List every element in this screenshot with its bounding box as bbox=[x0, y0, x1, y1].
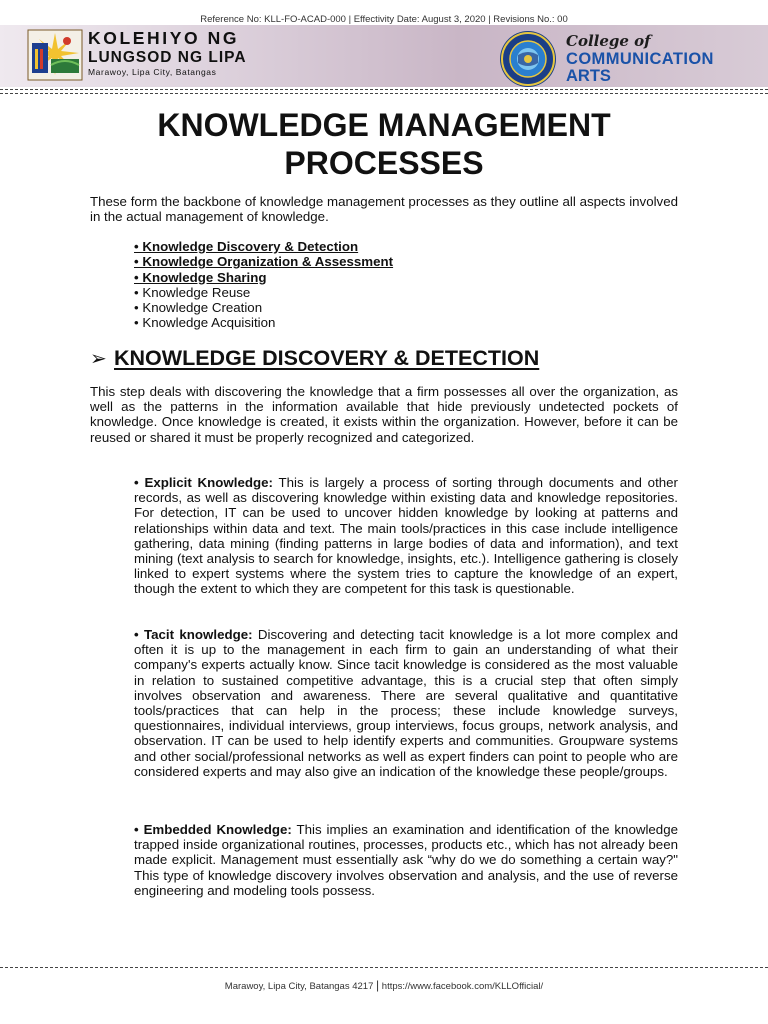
page-title-line1: KNOWLEDGE MANAGEMENT bbox=[157, 107, 611, 143]
footer bbox=[0, 978, 768, 992]
college-name-line2: COMMUNICATION bbox=[566, 50, 714, 68]
school-address: Marawoy, Lipa City, Batangas bbox=[88, 67, 217, 77]
section-intro-paragraph: This step deals with discovering the knowledge that a firm possesses all over the organization, as well as the patterns in the information available that hide previously undetected pockets of knowledge. Once knowledge is created, it exists within the organization. However, before it can be reused or shared it must be properly recognized and categorized. bbox=[90, 384, 678, 445]
intro-paragraph: These form the backbone of knowledge management processes as they outline all aspects involved in the actual management of knowledge. bbox=[90, 194, 678, 225]
school-name-line1: KOLEHIYO NG bbox=[88, 28, 240, 48]
embedded-knowledge-text: This implies an examination and identification of the knowledge trapped inside organizational routines, processes, products etc., which has not already been made explicit. Management must essentially ask “why do we do something a certain way?" This type of knowledge discovery involves observation and analysis, and the use of reverse engineering and modeling tools possess. bbox=[134, 822, 678, 898]
reference-line: Reference No: KLL-FO-ACAD-000 | Effectivity Date: August 3, 2020 | Revisions No.: 00 bbox=[200, 14, 568, 25]
tacit-knowledge-text: Discovering and detecting tacit knowledge is a lot more complex and often it is up to the management in each firm to gain an understanding of what their company's experts actually know. Since tacit knowledge is considered as the most valuable in relation to sustained competitive advantage, this is a crucial step that often simply involves observation and awareness. There are several qualitative and quantitative tools/practices that can help in the process; these include knowledge surveys, questionnaires, individual interviews, group interviews, focus groups, network analysis, and observation. IT can be used to help identify experts and communities. Groupware systems and other social/professional networks as well as expert finders can point to people who are considered experts and may also give an indication of the knowledge these people/groups. bbox=[134, 627, 679, 779]
footer-separator: | bbox=[376, 978, 380, 992]
school-logo-icon bbox=[27, 29, 83, 81]
header-divider bbox=[0, 89, 768, 90]
header-divider-second bbox=[0, 93, 768, 94]
process-link-discovery[interactable]: • Knowledge Discovery & Detection bbox=[134, 239, 359, 254]
college-name bbox=[566, 34, 756, 84]
tacit-knowledge-paragraph bbox=[134, 627, 678, 779]
explicit-knowledge-text: This is largely a process of sorting through documents and other records, as well as discovering knowledge within existing data and knowledge repositories. For detection, IT can be used to uncover hidden knowledge by looking at patterns and relationships within data and text. The main tools/practices in this case include intelligence gathering, data mining (finding patterns in large bodies of data and information), and text mining (text analysis to search for knowledge, insights, etc.). Intelligence gathering is closely linked to expert systems where the system tries to capture the knowledge of an expert, though the extent to which they are competent for this task is questionable. bbox=[134, 475, 678, 597]
footer-divider bbox=[0, 967, 768, 968]
arrow-bullet-icon: ➢ bbox=[90, 348, 107, 370]
section-heading bbox=[90, 345, 690, 372]
college-name-line3: ARTS bbox=[566, 66, 611, 85]
embedded-knowledge-paragraph bbox=[134, 822, 678, 898]
school-name-line2: LUNGSOD NG LIPA bbox=[88, 48, 247, 66]
school-name bbox=[88, 30, 258, 77]
footer-url-link[interactable]: https://www.facebook.com/KLLOfficial/ bbox=[381, 981, 544, 992]
process-item-creation: • Knowledge Creation bbox=[134, 300, 263, 316]
footer-address: Marawoy, Lipa City, Batangas 4217 bbox=[224, 981, 374, 992]
process-item-reuse: • Knowledge Reuse bbox=[134, 284, 251, 300]
college-seal-icon bbox=[496, 29, 560, 89]
tacit-knowledge-lead: • Tacit knowledge: bbox=[134, 627, 253, 642]
process-link-organization[interactable]: • Knowledge Organization & Assessment bbox=[134, 254, 394, 270]
process-link-sharing[interactable]: • Knowledge Sharing bbox=[134, 269, 267, 285]
explicit-knowledge-lead: • Explicit Knowledge: bbox=[134, 475, 273, 490]
process-list bbox=[134, 239, 393, 331]
page-title-line2: PROCESSES bbox=[284, 145, 484, 181]
college-name-line1: College of bbox=[566, 32, 651, 50]
embedded-knowledge-lead: • Embedded Knowledge: bbox=[134, 822, 292, 837]
section-heading-text: KNOWLEDGE DISCOVERY & DETECTION bbox=[114, 346, 540, 370]
page-title bbox=[0, 106, 768, 182]
process-item-acquisition: • Knowledge Acquisition bbox=[134, 315, 276, 331]
explicit-knowledge-paragraph bbox=[134, 475, 678, 597]
